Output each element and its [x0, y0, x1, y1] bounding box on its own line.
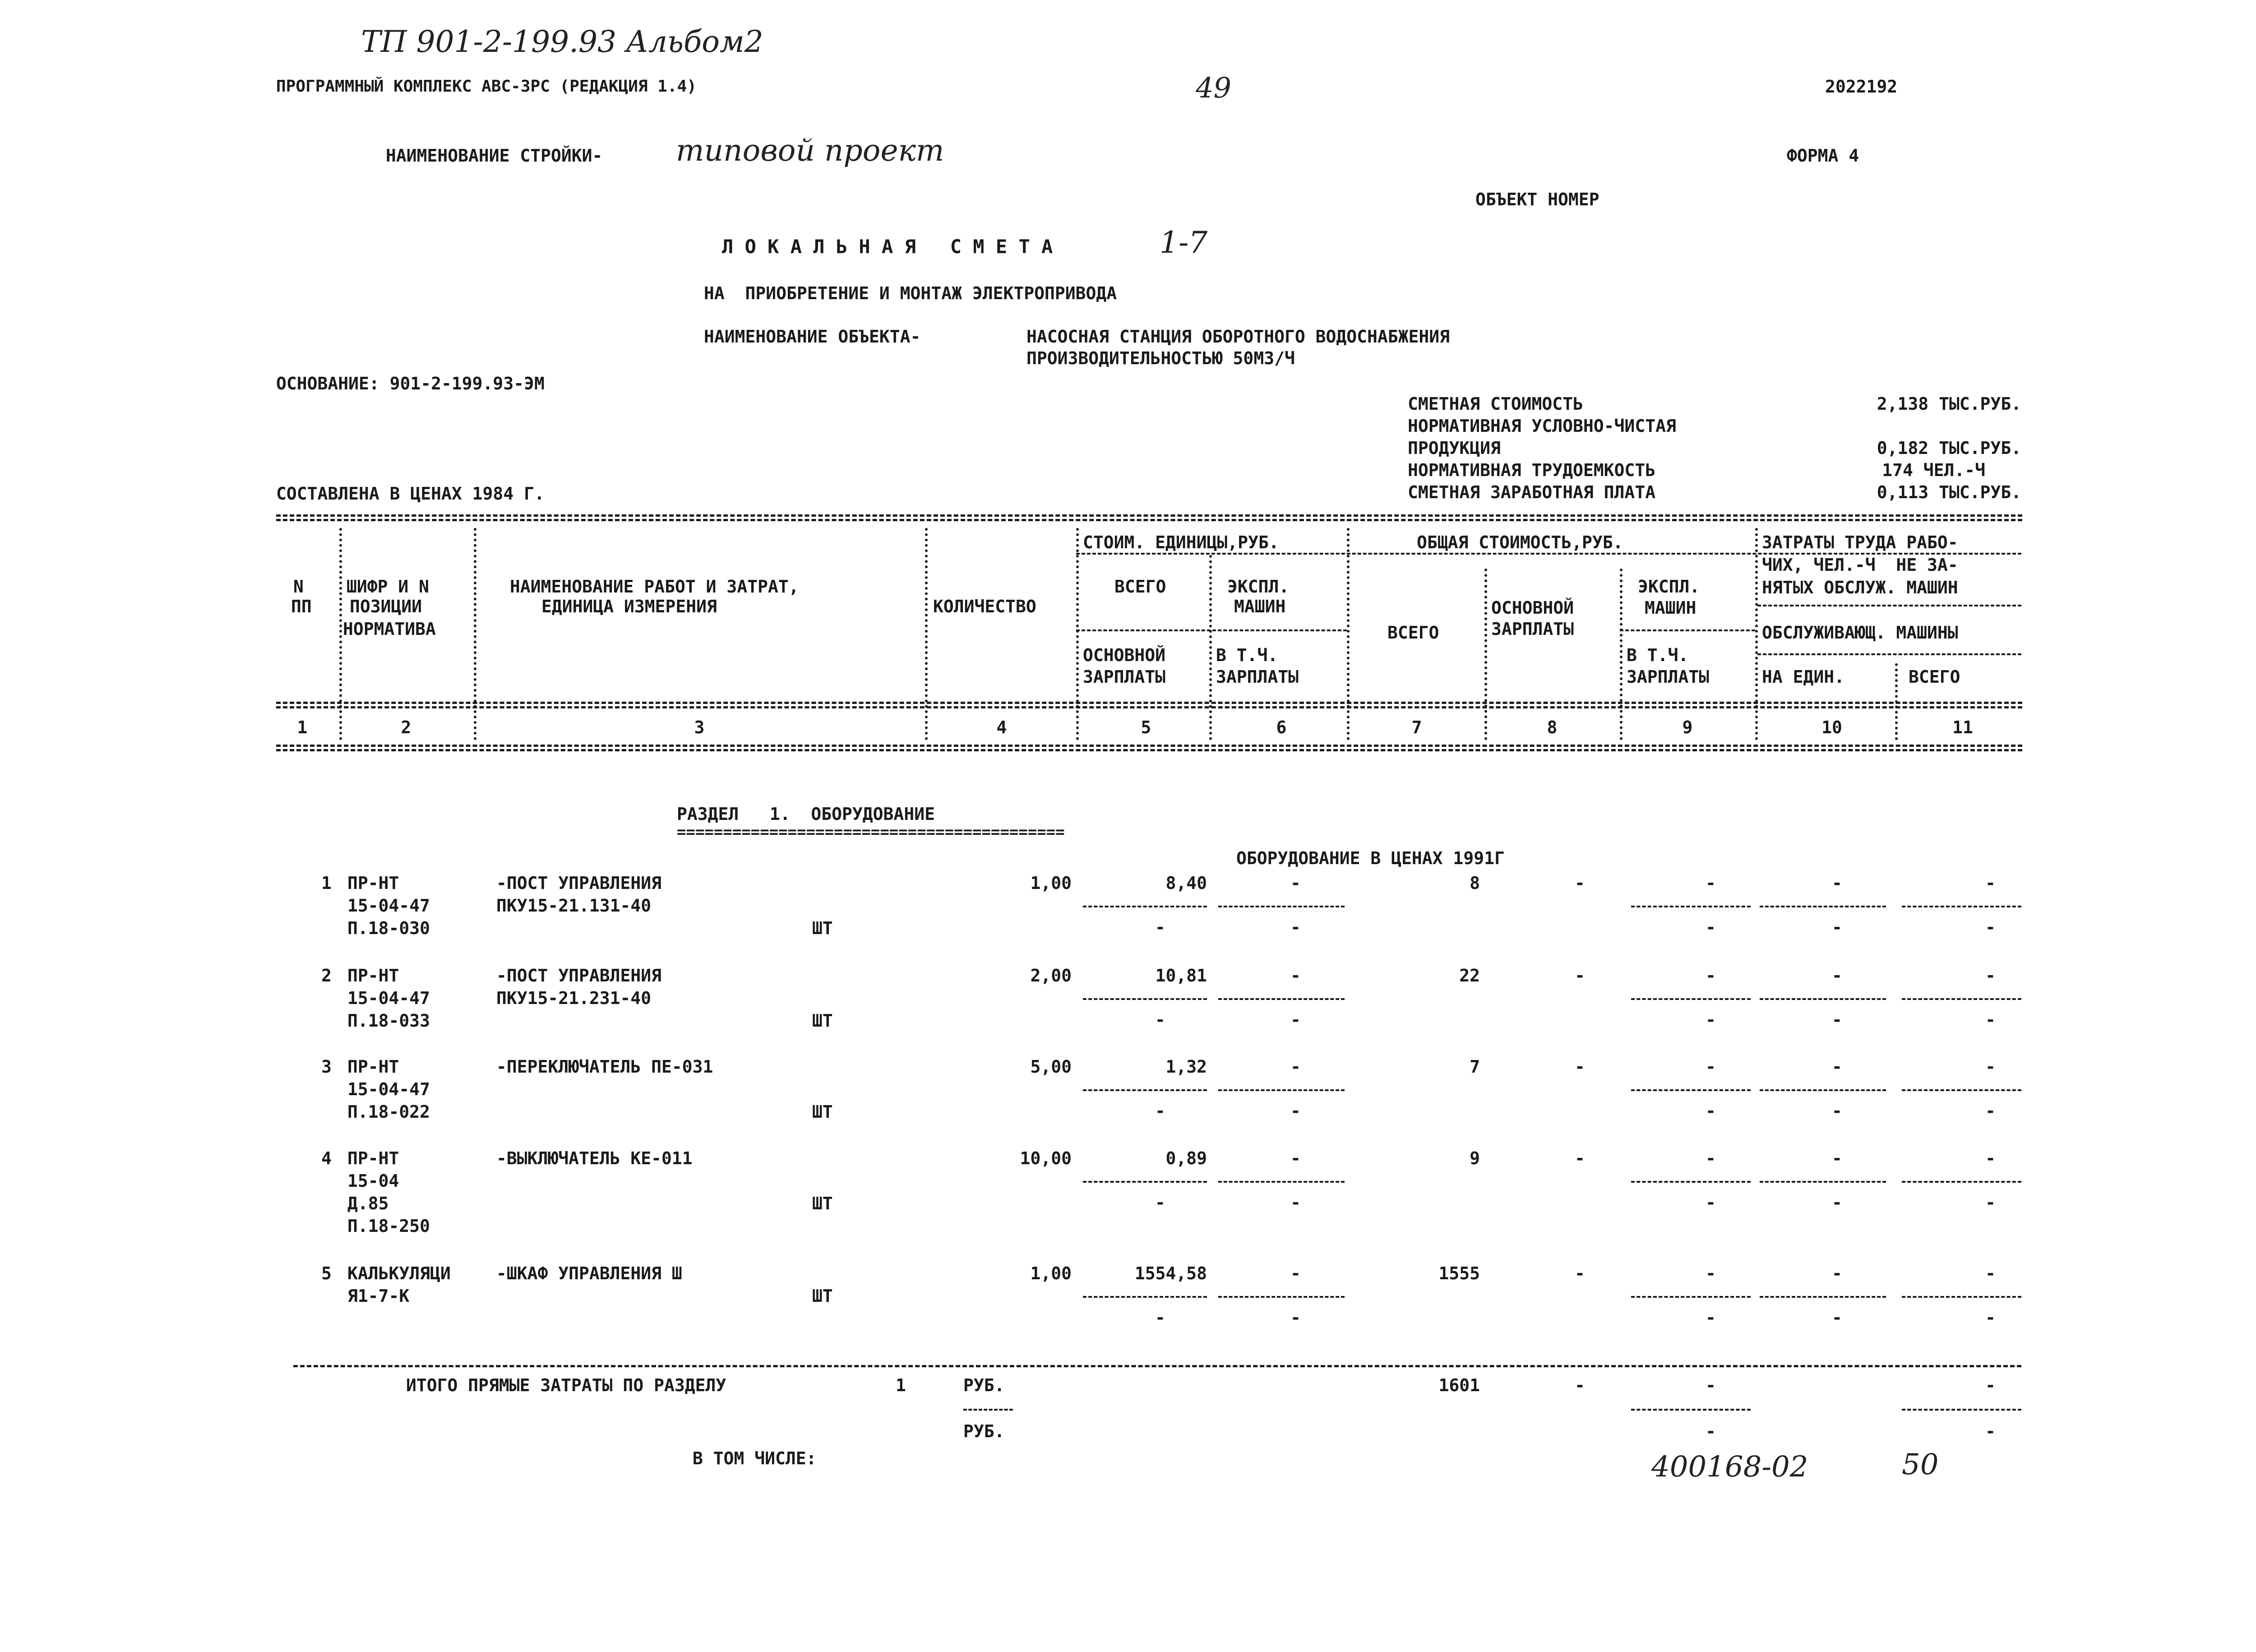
- header-cell: ЗАРПЛАТЫ: [1083, 667, 1166, 687]
- item-dash: -: [1290, 1010, 1301, 1030]
- item-code: П.18-250: [347, 1216, 430, 1236]
- item-sub-rule: [1631, 1181, 1751, 1183]
- header-cell: ЭКСПЛ.: [1227, 577, 1290, 597]
- totals-dash: -: [1575, 1375, 1585, 1395]
- item-sub-rule: [1083, 998, 1207, 1000]
- table-top-rule: [276, 519, 2022, 521]
- item-name: -ВЫКЛЮЧАТЕЛЬ КЕ-011: [496, 1148, 693, 1168]
- item-sub-rule: [1631, 1296, 1751, 1298]
- item-dash: -: [1706, 1101, 1716, 1121]
- item-sub-rule: [1902, 906, 2021, 907]
- column-separator: [474, 528, 476, 740]
- totals-sub-rule: [1902, 1409, 2021, 1411]
- project-code: ТП 901-2-199.93 Альбом2: [361, 24, 763, 59]
- item-code: ПР-НТ: [347, 873, 399, 893]
- column-separator: [1347, 528, 1350, 740]
- page-number: 49: [1196, 71, 1231, 104]
- item-dash: -: [1985, 873, 1996, 893]
- including-label: В ТОМ ЧИСЛЕ:: [693, 1448, 817, 1468]
- item-sub-rule: [1902, 1089, 2021, 1091]
- object-number-label: ОБЪЕКТ НОМЕР: [1475, 190, 1600, 209]
- item-code: 15-04-47: [347, 896, 430, 916]
- item-dash: -: [1985, 1148, 1996, 1168]
- header-cell: ВСЕГО: [1114, 577, 1166, 597]
- column-number: 9: [1682, 717, 1693, 737]
- summary-label: НОРМАТИВНАЯ ТРУДОЕМКОСТЬ: [1408, 460, 1656, 480]
- summary-value: 174 ЧЕЛ.-Ч: [1882, 460, 1985, 480]
- item-dash: -: [1832, 1010, 1842, 1030]
- item-number: 2: [321, 966, 332, 986]
- item-unit: ШТ: [812, 1102, 833, 1122]
- item-quantity: 1,00: [1030, 1263, 1072, 1283]
- item-dash: -: [1832, 966, 1842, 986]
- header-cell: ЧИХ, ЧЕЛ.-Ч НЕ ЗА-: [1762, 555, 1958, 575]
- summary-label: ПРОДУКЦИЯ: [1408, 438, 1501, 458]
- totals-dash: -: [1985, 1375, 1996, 1395]
- column-number: 2: [401, 717, 411, 737]
- header-cell: ЗАРПЛАТЫ: [1216, 667, 1299, 687]
- object-name-line2: ПРОИЗВОДИТЕЛЬНОСТЬЮ 50М3/Ч: [1026, 348, 1295, 368]
- item-dash: -: [1575, 1263, 1585, 1283]
- numbers-bottom-rule: [276, 749, 2022, 751]
- item-sub-rule: [1760, 1089, 1886, 1091]
- column-separator: [925, 528, 928, 740]
- item-dash: -: [1832, 1057, 1842, 1077]
- construction-label: НАИМЕНОВАНИЕ СТРОЙКИ-: [386, 146, 603, 166]
- header-cell: ПОЗИЦИИ: [350, 597, 422, 616]
- item-dash: -: [1985, 966, 1996, 986]
- item-name: ПКУ15-21.131-40: [496, 896, 652, 916]
- totals-dash: -: [1985, 1421, 1996, 1441]
- section-title: РАЗДЕЛ 1. ОБОРУДОВАНИЕ: [677, 804, 935, 824]
- item-code: Д.85: [347, 1194, 389, 1213]
- item-dash: -: [1290, 1308, 1301, 1328]
- item-sub-rule: [1902, 1296, 2021, 1298]
- item-total: 9: [1470, 1148, 1480, 1168]
- item-sub-rule: [1760, 998, 1886, 1000]
- header-cell: ЗАРПЛАТЫ: [1627, 667, 1710, 687]
- item-code: Я1-7-К: [347, 1286, 410, 1306]
- item-expl-cost: -: [1290, 1263, 1301, 1283]
- item-dash: -: [1706, 1148, 1716, 1168]
- item-unit-price: 1554,58: [1134, 1263, 1207, 1283]
- header-cell: ОБЩАЯ СТОИМОСТЬ,РУБ.: [1417, 532, 1623, 552]
- item-code: П.18-030: [347, 918, 430, 938]
- form-label: ФОРМА 4: [1787, 146, 1859, 166]
- header-cell: N: [293, 577, 304, 597]
- header-cell: НЯТЫХ ОБСЛУЖ. МАШИН: [1762, 578, 1958, 597]
- item-dash: -: [1706, 1057, 1716, 1077]
- item-dash: -: [1985, 1010, 1996, 1030]
- item-name: -ШКАФ УПРАВЛЕНИЯ Ш: [496, 1263, 682, 1283]
- item-code: П.18-033: [347, 1011, 430, 1031]
- column-number: 10: [1821, 717, 1842, 737]
- item-name: -ПОСТ УПРАВЛЕНИЯ: [496, 873, 662, 893]
- item-dash: -: [1706, 1263, 1716, 1283]
- item-dash: -: [1832, 1308, 1842, 1328]
- item-dash: -: [1985, 1308, 1996, 1328]
- section-note: ОБОРУДОВАНИЕ В ЦЕНАХ 1991Г: [1236, 848, 1505, 868]
- header-cell: МАШИН: [1645, 598, 1697, 618]
- summary-value: 0,113 ТЫС.РУБ.: [1877, 482, 2021, 502]
- item-dash: -: [1155, 917, 1165, 937]
- totals-unit-2: РУБ.: [963, 1421, 1005, 1441]
- item-dash: -: [1985, 1193, 1996, 1212]
- item-expl-cost: -: [1290, 1057, 1301, 1077]
- item-sub-rule: [1218, 906, 1345, 907]
- item-dash: -: [1290, 917, 1301, 937]
- item-dash: -: [1985, 1057, 1996, 1077]
- item-code: ПР-НТ: [347, 1148, 399, 1168]
- header-cell: ОСНОВНОЙ: [1491, 598, 1574, 618]
- software-name: ПРОГРАММНЫЙ КОМПЛЕКС АВС-3РС (РЕДАКЦИЯ 1.4): [276, 77, 697, 96]
- totals-dash: -: [1706, 1421, 1716, 1441]
- column-number: 8: [1547, 717, 1558, 737]
- basis: ОСНОВАНИЕ: 901-2-199.93-ЭМ: [276, 374, 545, 393]
- header-cell: В Т.Ч.: [1216, 645, 1278, 665]
- item-dash: -: [1985, 917, 1996, 937]
- item-quantity: 10,00: [1020, 1148, 1072, 1168]
- header-cell: НАИМЕНОВАНИЕ РАБОТ И ЗАТРАТ,: [510, 577, 799, 597]
- item-expl-cost: -: [1290, 966, 1301, 986]
- item-sub-rule: [1218, 1296, 1345, 1298]
- document-number: 2022192: [1825, 77, 1898, 97]
- item-unit-price: 10,81: [1155, 966, 1207, 986]
- item-number: 1: [321, 873, 332, 893]
- item-expl-cost: -: [1290, 873, 1301, 893]
- item-code: ПР-НТ: [347, 1057, 399, 1077]
- item-dash: -: [1575, 873, 1585, 893]
- item-unit: ШТ: [812, 1286, 833, 1306]
- header-cell: ЗАРПЛАТЫ: [1491, 619, 1574, 639]
- handwritten-page-number: 50: [1902, 1448, 1939, 1481]
- price-basis: СОСТАВЛЕНА В ЦЕНАХ 1984 Г.: [276, 484, 545, 504]
- item-sub-rule: [1760, 906, 1886, 907]
- estimate-title: Л О К А Л Ь Н А Я С М Е Т А: [722, 236, 1053, 258]
- item-unit: ШТ: [812, 1194, 833, 1213]
- item-dash: -: [1155, 1101, 1165, 1121]
- totals-dash: -: [1706, 1375, 1716, 1395]
- item-code: 15-04-47: [347, 1079, 430, 1099]
- table-top-rule: [276, 514, 2022, 517]
- item-dash: -: [1832, 1193, 1842, 1212]
- handwritten-stamp-number: 400168-02: [1651, 1450, 1808, 1484]
- item-dash: -: [1706, 917, 1716, 937]
- item-dash: -: [1575, 1057, 1585, 1077]
- item-sub-rule: [1218, 998, 1345, 1000]
- item-quantity: 2,00: [1030, 966, 1072, 986]
- item-total: 22: [1459, 966, 1480, 986]
- column-separator: [1484, 569, 1487, 740]
- item-expl-cost: -: [1290, 1148, 1301, 1168]
- item-unit-price: 1,32: [1165, 1057, 1207, 1077]
- item-sub-rule: [1218, 1089, 1345, 1091]
- section-underline: ==========================================: [677, 823, 1065, 841]
- header-cell: В Т.Ч.: [1627, 645, 1689, 665]
- item-dash: -: [1155, 1308, 1165, 1328]
- item-dash: -: [1985, 1101, 1996, 1121]
- totals-section-number: 1: [896, 1375, 906, 1395]
- column-number: 1: [297, 717, 308, 737]
- item-dash: -: [1706, 1308, 1716, 1328]
- item-unit: ШТ: [812, 1011, 833, 1031]
- header-bottom-rule: [276, 702, 2022, 704]
- header-cell: ПП: [291, 597, 312, 616]
- header-cell: ЗАТРАТЫ ТРУДА РАБО-: [1762, 532, 1958, 552]
- item-sub-rule: [1631, 998, 1751, 1000]
- item-sub-rule: [1218, 1181, 1345, 1183]
- header-mid-rule: [1076, 553, 2021, 555]
- header-cell: МАШИН: [1234, 597, 1286, 616]
- summary-label: СМЕТНАЯ ЗАРАБОТНАЯ ПЛАТА: [1408, 482, 1656, 502]
- header-cell: ВСЕГО: [1387, 623, 1439, 643]
- header-cell: ВСЕГО: [1909, 667, 1960, 687]
- item-code: ПР-НТ: [347, 966, 399, 986]
- item-dash: -: [1155, 1193, 1165, 1212]
- column-separator: [339, 528, 342, 740]
- item-quantity: 1,00: [1030, 873, 1072, 893]
- item-dash: -: [1155, 1010, 1165, 1030]
- summary-label: НОРМАТИВНАЯ УСЛОВНО-ЧИСТАЯ: [1408, 416, 1676, 436]
- summary-label: СМЕТНАЯ СТОИМОСТЬ: [1408, 394, 1583, 414]
- item-dash: -: [1575, 966, 1585, 986]
- totals-value: 1601: [1438, 1375, 1480, 1395]
- item-dash: -: [1706, 873, 1716, 893]
- item-code: П.18-022: [347, 1102, 430, 1122]
- construction-value: типовой проект: [676, 133, 944, 168]
- numbers-bottom-rule: [276, 745, 2022, 747]
- item-unit: ШТ: [812, 918, 833, 938]
- object-label: НАИМЕНОВАНИЕ ОБЪЕКТА-: [704, 327, 921, 347]
- header-cell: НОРМАТИВА: [343, 619, 436, 639]
- column-number: 11: [1952, 717, 1973, 737]
- item-sub-rule: [1631, 1089, 1751, 1091]
- item-dash: -: [1706, 1010, 1716, 1030]
- item-name: -ПОСТ УПРАВЛЕНИЯ: [496, 966, 662, 986]
- header-cell: ЭКСПЛ.: [1638, 577, 1700, 597]
- column-separator: [1620, 569, 1623, 740]
- item-total: 7: [1470, 1057, 1480, 1077]
- column-number: 4: [996, 717, 1007, 737]
- header-mid-rule: [1757, 653, 2021, 655]
- item-number: 4: [321, 1148, 332, 1168]
- item-sub-rule: [1902, 1181, 2021, 1183]
- column-separator: [1755, 528, 1758, 740]
- header-cell: ШИФР И N: [347, 577, 430, 597]
- item-quantity: 5,00: [1030, 1057, 1072, 1077]
- item-sub-rule: [1631, 906, 1751, 907]
- column-separator: [1895, 663, 1898, 740]
- summary-value: 2,138 ТЫС.РУБ.: [1877, 394, 2021, 414]
- item-code: КАЛЬКУЛЯЦИ: [347, 1263, 451, 1283]
- item-sub-rule: [1760, 1181, 1886, 1183]
- totals-label: ИТОГО ПРЯМЫЕ ЗАТРАТЫ ПО РАЗДЕЛУ: [406, 1375, 726, 1395]
- totals-rule: [293, 1365, 2021, 1367]
- item-total: 1555: [1438, 1263, 1480, 1283]
- summary-value: 0,182 ТЫС.РУБ.: [1877, 438, 2021, 458]
- header-cell: ОБСЛУЖИВАЮЩ. МАШИНЫ: [1762, 623, 1958, 643]
- column-separator: [1076, 528, 1079, 740]
- item-sub-rule: [1902, 998, 2021, 1000]
- item-dash: -: [1832, 873, 1842, 893]
- column-number: 5: [1141, 717, 1151, 737]
- totals-unit-rule: [963, 1409, 1013, 1411]
- totals-sub-rule: [1631, 1409, 1751, 1411]
- item-sub-rule: [1083, 1181, 1207, 1183]
- item-sub-rule: [1760, 1296, 1886, 1298]
- column-number: 3: [694, 717, 705, 737]
- header-mid-rule: [1757, 605, 2021, 606]
- item-dash: -: [1290, 1193, 1301, 1212]
- item-dash: -: [1706, 1193, 1716, 1212]
- item-sub-rule: [1083, 1296, 1207, 1298]
- header-cell: ОСНОВНОЙ: [1083, 645, 1166, 665]
- item-code: 15-04-47: [347, 988, 430, 1008]
- item-dash: -: [1832, 1263, 1842, 1283]
- item-dash: -: [1706, 966, 1716, 986]
- item-dash: -: [1832, 1148, 1842, 1168]
- header-bottom-rule: [276, 706, 2022, 708]
- item-total: 8: [1470, 873, 1480, 893]
- column-number: 6: [1276, 717, 1287, 737]
- item-sub-rule: [1083, 1089, 1207, 1091]
- item-number: 3: [321, 1057, 332, 1077]
- estimate-number: 1-7: [1160, 225, 1208, 260]
- item-code: 15-04: [347, 1171, 399, 1191]
- header-cell: СТОИМ. ЕДИНИЦЫ,РУБ.: [1083, 532, 1279, 552]
- header-mid-rule: [1620, 629, 1755, 631]
- totals-unit: РУБ.: [963, 1375, 1005, 1395]
- item-name: ПКУ15-21.231-40: [496, 988, 652, 1008]
- item-unit-price: 0,89: [1165, 1148, 1207, 1168]
- item-dash: -: [1575, 1148, 1585, 1168]
- item-dash: -: [1832, 917, 1842, 937]
- item-sub-rule: [1083, 906, 1207, 907]
- item-dash: -: [1832, 1101, 1842, 1121]
- item-name: -ПЕРЕКЛЮЧАТЕЛЬ ПЕ-031: [496, 1057, 713, 1077]
- column-number: 7: [1411, 717, 1422, 737]
- header-cell: ЕДИНИЦА ИЗМЕРЕНИЯ: [541, 597, 717, 616]
- item-dash: -: [1985, 1263, 1996, 1283]
- estimate-subtitle: НА ПРИОБРЕТЕНИЕ И МОНТАЖ ЭЛЕКТРОПРИВОДА: [704, 283, 1117, 303]
- item-unit-price: 8,40: [1165, 873, 1207, 893]
- column-separator: [1209, 555, 1212, 740]
- item-number: 5: [321, 1263, 332, 1283]
- item-dash: -: [1290, 1101, 1301, 1121]
- header-cell: КОЛИЧЕСТВО: [933, 597, 1036, 616]
- header-cell: НА ЕДИН.: [1762, 667, 1845, 687]
- object-name-line1: НАСОСНАЯ СТАНЦИЯ ОБОРОТНОГО ВОДОСНАБЖЕНИЯ: [1026, 327, 1450, 347]
